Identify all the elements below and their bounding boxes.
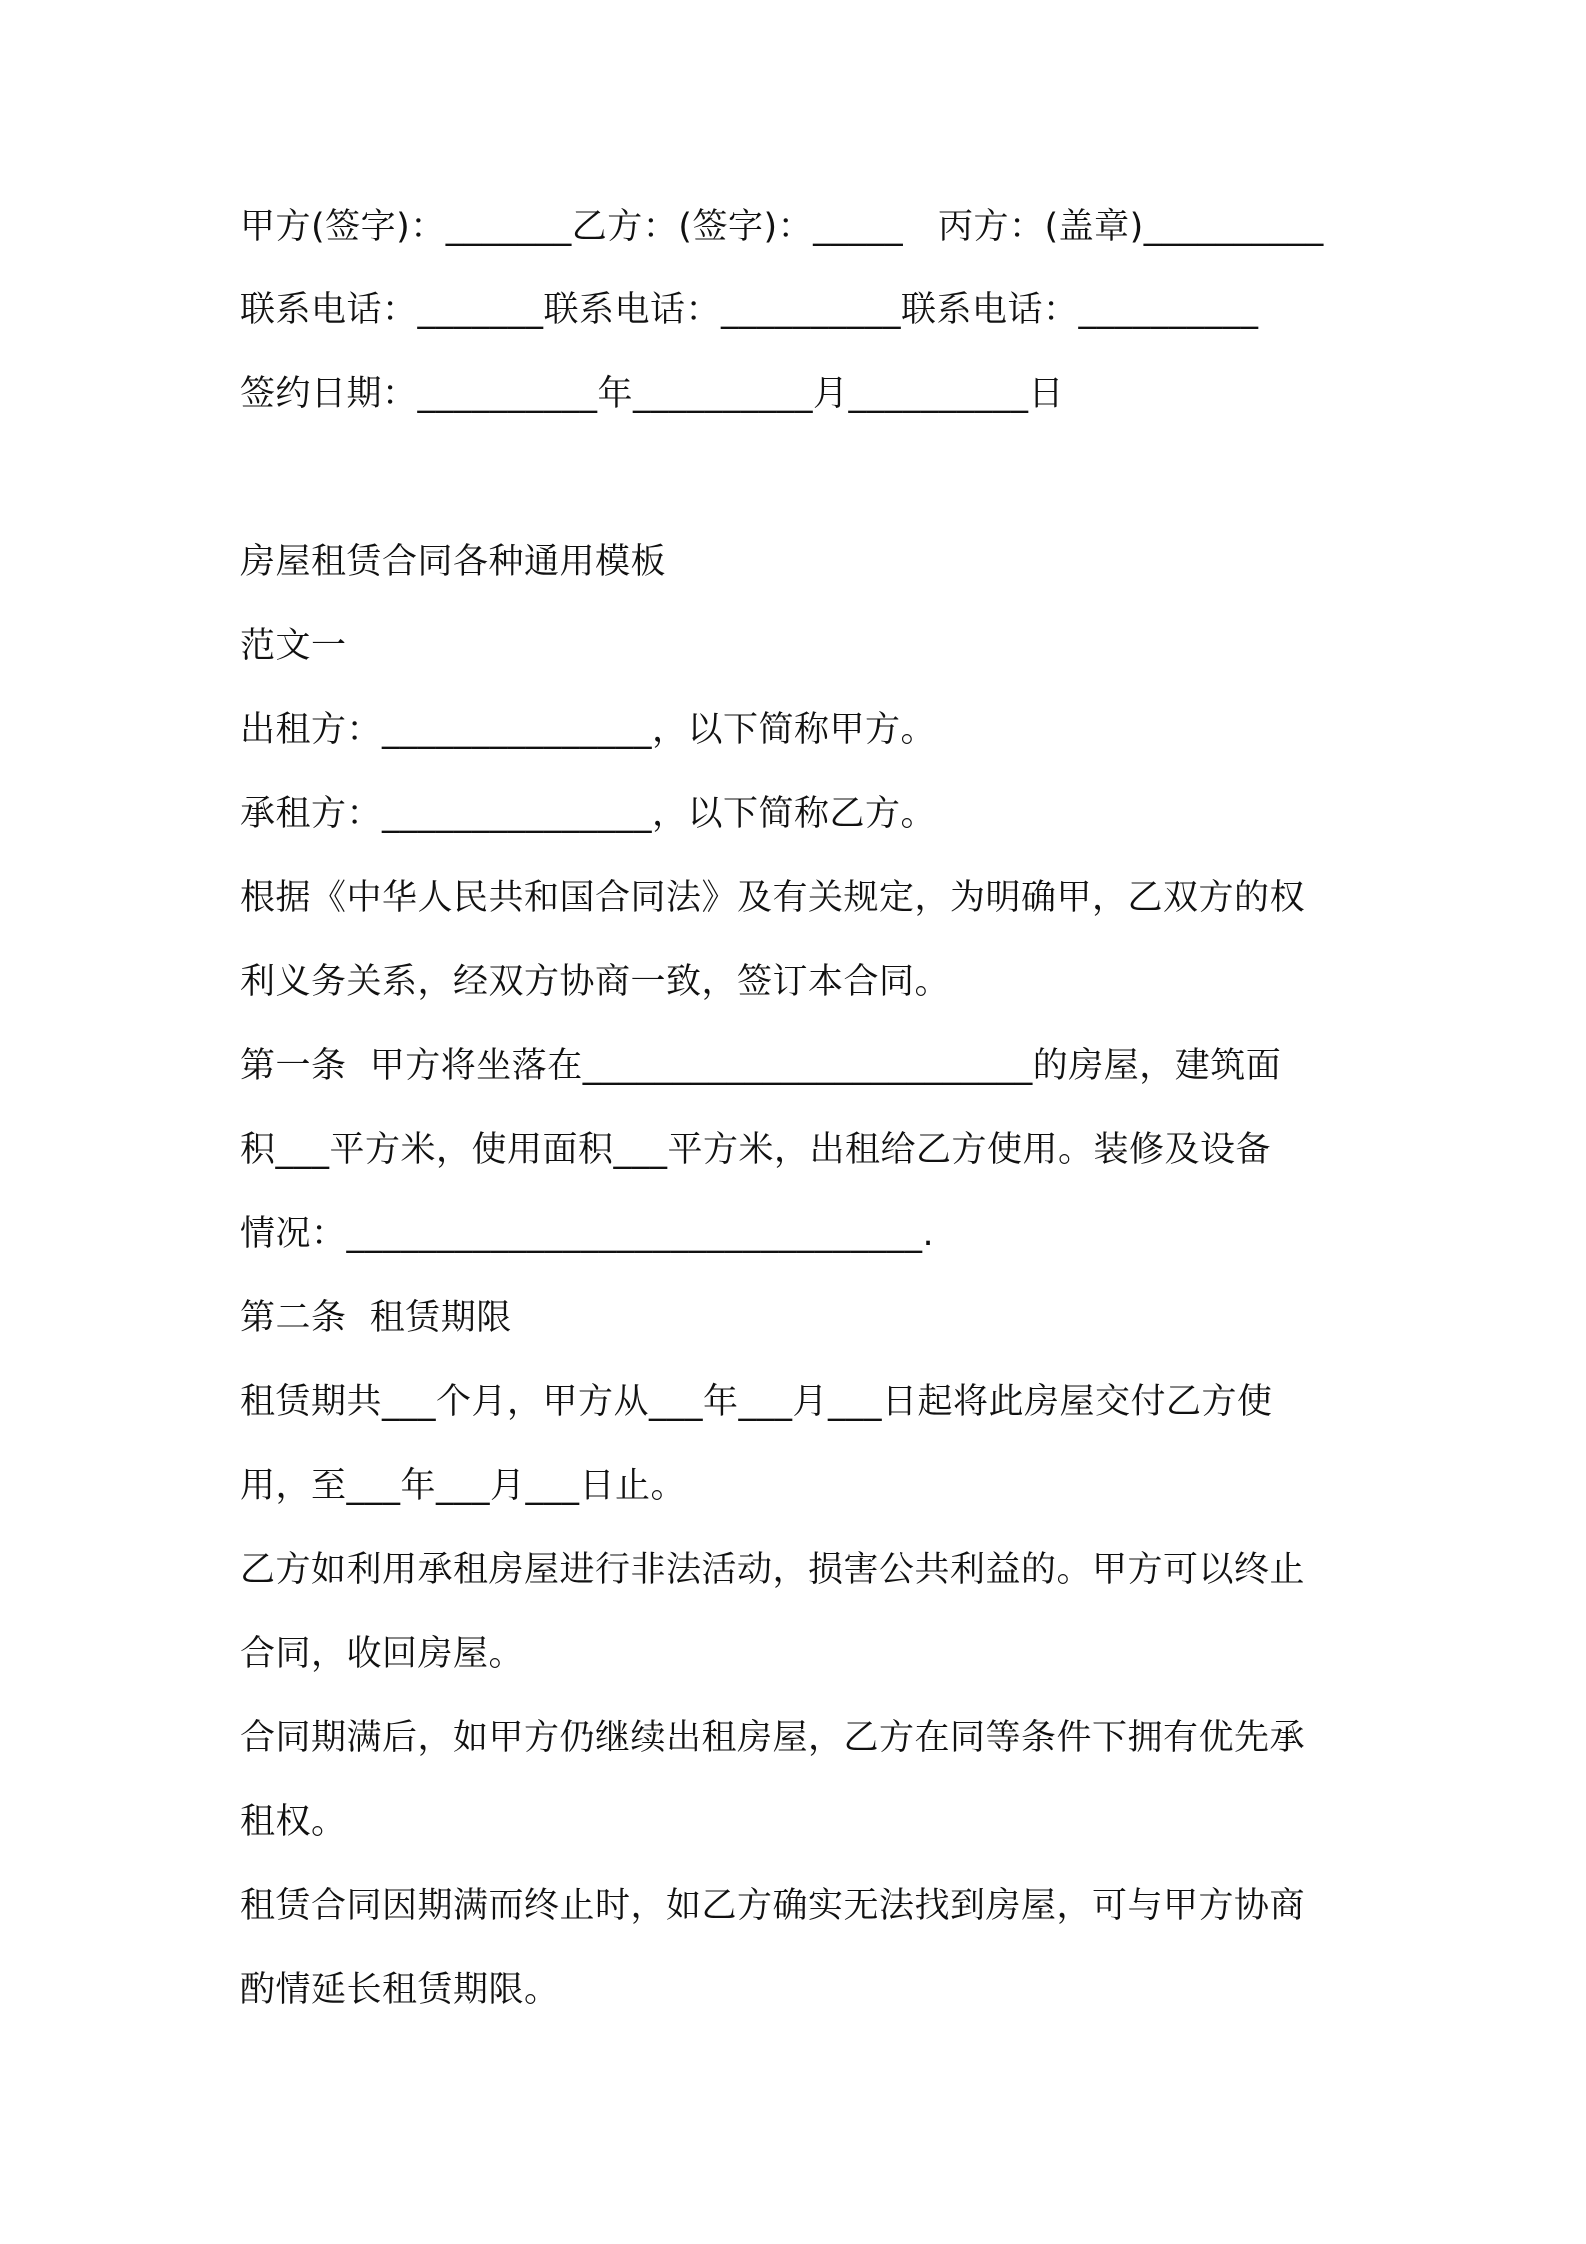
article1-line-2: 积___平方米，使用面积___平方米，出租给乙方使用。装修及设备 [240, 1130, 1272, 1170]
preamble-line-1: 根据《中华人民共和国合同法》及有关规定，为明确甲，乙双方的权 [240, 878, 1306, 918]
document-title: 房屋租赁合同各种通用模板 [240, 542, 667, 582]
article2-line-1: 租赁期共___个月，甲方从___年___月___日起将此房屋交付乙方使 [240, 1382, 1273, 1422]
article2-line-5: 合同期满后，如甲方仍继续出租房屋，乙方在同等条件下拥有优先承 [240, 1718, 1306, 1758]
article2-heading: 第二条 租赁期限 [240, 1298, 512, 1338]
article1-line-1: 第一条 甲方将坐落在_________________________的房屋，建筑面 [240, 1046, 1282, 1086]
article1-line-3: 情况：________________________________. [240, 1214, 935, 1254]
signature-line-phones: 联系电话：_______联系电话：__________联系电话：__________ [240, 290, 1259, 330]
lessor-line: 出租方：_______________，以下简称甲方。 [240, 710, 937, 750]
lessee-line: 承租方：_______________，以下简称乙方。 [240, 794, 937, 834]
sample-heading: 范文一 [240, 626, 347, 666]
signature-line-date: 签约日期：__________年__________月__________日 [240, 374, 1065, 414]
article2-line-2: 用，至___年___月___日止。 [240, 1466, 687, 1506]
article2-line-8: 酌情延长租赁期限。 [240, 1970, 560, 2010]
article2-line-7: 租赁合同因期满而终止时，如乙方确实无法找到房屋，可与甲方协商 [240, 1886, 1306, 1926]
article2-line-4: 合同，收回房屋。 [240, 1634, 525, 1674]
signature-line-parties: 甲方(签字)：_______乙方：(签字)：_____ 丙方：(盖章)__________ [240, 207, 1324, 247]
article2-line-6: 租权。 [240, 1802, 347, 1842]
article2-line-3: 乙方如利用承租房屋进行非法活动，损害公共利益的。甲方可以终止 [240, 1550, 1306, 1590]
preamble-line-2: 利义务关系，经双方协商一致，签订本合同。 [240, 962, 951, 1002]
